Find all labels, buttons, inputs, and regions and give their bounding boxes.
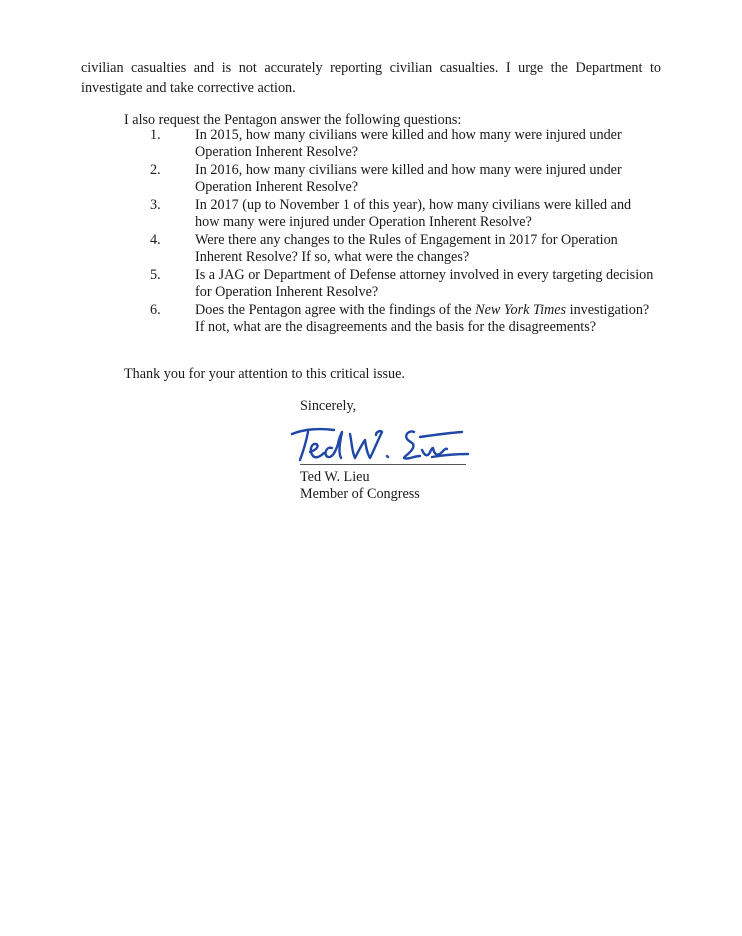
question-number: 4. [150, 232, 161, 248]
question-item [0, 302, 742, 336]
question-text: In 2017 (up to November 1 of this year), how many civilians were killed and how many were injured under Operation Inherent Resolve? [195, 197, 632, 230]
question-text: In 2016, how many civilians were killed and how many were injured under Operation Inherent Resolve? [195, 162, 622, 195]
question-text-end: investigation? If not, what are the disagreements and the basis for the disagreements? [195, 302, 650, 335]
thanks-paragraph: Thank you for your attention to this critical issue. [124, 366, 405, 382]
questions-list [0, 127, 742, 337]
question-text: Is a JAG or Department of Defense attorney involved in every targeting decision for Operation Inherent Resolve? [195, 267, 654, 300]
question-text-start: Does the Pentagon agree with the findings of the [195, 302, 476, 318]
question-item [0, 197, 742, 231]
signer-name: Ted W. Lieu [300, 469, 370, 485]
signer-title: Member of Congress [300, 486, 420, 502]
question-item [0, 232, 742, 266]
question-item [0, 267, 742, 301]
question-number: 6. [150, 302, 161, 318]
publication-title: New York Times [475, 302, 567, 318]
question-text: Were there any changes to the Rules of Engagement in 2017 for Operation Inherent Resolve? If so, what were the changes? [195, 232, 618, 265]
question-number: 2. [150, 162, 161, 178]
question-text: In 2015, how many civilians were killed and how many were injured under Operation Inherent Resolve? [195, 127, 622, 160]
question-text [195, 302, 655, 336]
request-intro: I also request the Pentagon answer the following questions: [124, 112, 462, 128]
question-number: 3. [150, 197, 161, 213]
continuation-paragraph: civilian casualties and is not accurately reporting civilian casualties. I urge the Department to investigate and take corrective action. [81, 60, 661, 96]
signature-image [286, 420, 476, 468]
signature-line [300, 464, 466, 465]
question-number: 1. [150, 127, 161, 143]
question-item [0, 162, 742, 196]
question-number: 5. [150, 267, 161, 283]
question-item [0, 127, 742, 161]
closing: Sincerely, [300, 398, 357, 414]
